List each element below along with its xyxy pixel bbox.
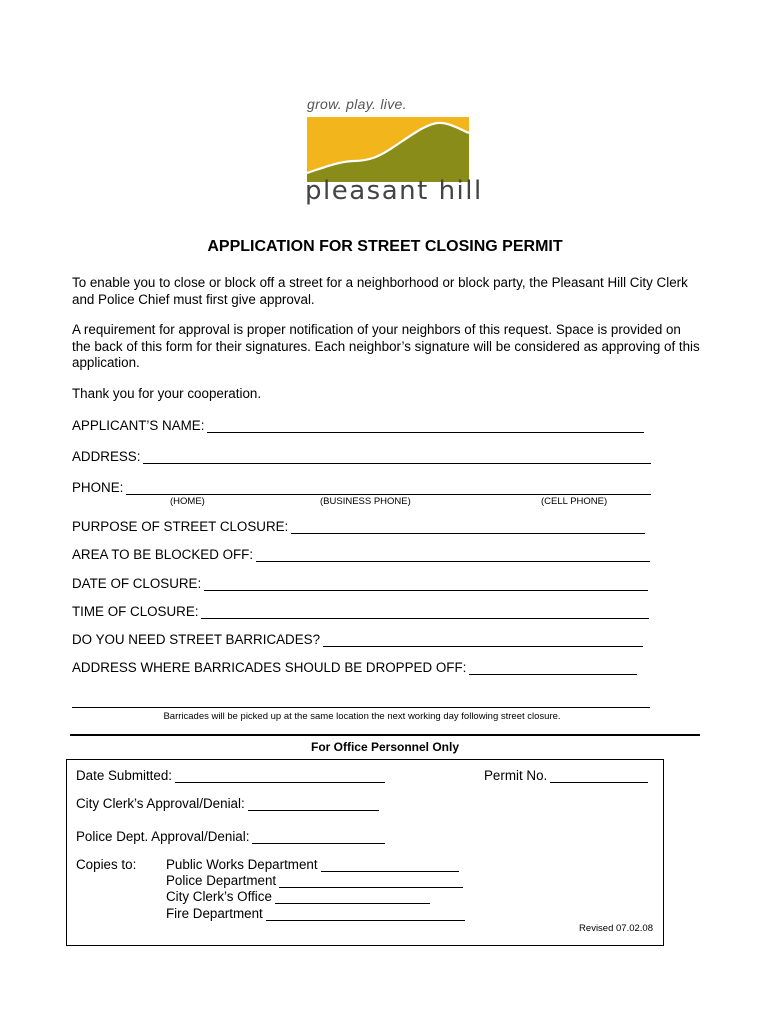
copy-city-clerk <box>166 889 430 904</box>
time-field <box>72 604 649 619</box>
time-line[interactable] <box>201 606 649 619</box>
city-logo <box>305 96 483 210</box>
date-field <box>72 576 648 591</box>
logo-name: pleasant hill <box>305 176 483 206</box>
police-approval-field <box>76 829 385 844</box>
phone-business-label: (BUSINESS PHONE) <box>320 496 411 507</box>
intro-paragraph-1: To enable you to close or block off a street for a neighborhood or block party, the Pleasant Hill City Clerk and Police Chief must first give approval. <box>72 275 688 307</box>
barricade-address-line[interactable] <box>469 662 637 675</box>
date-submitted-label: Date Submitted: <box>76 768 173 783</box>
applicant-name-field <box>72 418 644 433</box>
section-divider <box>70 734 700 736</box>
copy-city-clerk-line[interactable] <box>275 891 430 904</box>
date-submitted-line[interactable] <box>175 770 385 783</box>
address-label: ADDRESS: <box>72 449 141 464</box>
copy-city-clerk-label: City Clerk’s Office <box>166 889 272 904</box>
barricades-label: DO YOU NEED STREET BARRICADES? <box>72 632 321 647</box>
police-approval-line[interactable] <box>252 831 385 844</box>
clerk-approval-field <box>76 796 379 811</box>
copy-police <box>166 873 463 888</box>
copy-public-works-line[interactable] <box>321 859 459 872</box>
barricades-line[interactable] <box>323 634 643 647</box>
phone-cell-label: (CELL PHONE) <box>541 496 608 507</box>
barricade-note: Barricades will be picked up at the same location the next working day following street closure. <box>163 711 561 722</box>
clerk-approval-line[interactable] <box>248 798 379 811</box>
barricade-address-field <box>72 660 637 675</box>
phone-home-label: (HOME) <box>170 496 205 507</box>
area-field <box>72 547 650 562</box>
area-line[interactable] <box>256 549 650 562</box>
intro-paragraph-3: Thank you for your cooperation. <box>72 386 262 401</box>
applicant-name-line[interactable] <box>207 420 644 433</box>
phone-label: PHONE: <box>72 480 124 495</box>
copy-police-line[interactable] <box>279 875 463 888</box>
purpose-field <box>72 519 645 534</box>
permit-number-line[interactable] <box>550 770 648 783</box>
copy-fire-line[interactable] <box>266 908 465 921</box>
copy-fire-label: Fire Department <box>166 906 263 921</box>
date-label: DATE OF CLOSURE: <box>72 576 202 591</box>
intro-paragraph-2: A requirement for approval is proper notification of your neighbors of this request. Space is provided on the back of this form for their signatures. Each neighbor’s signature will be considered as approving of this application. <box>72 322 700 370</box>
phone-line[interactable] <box>126 482 651 495</box>
logo-tagline: grow. play. live. <box>307 96 407 112</box>
barricade-address-line-2[interactable] <box>72 707 650 708</box>
revision-date: Revised 07.02.08 <box>579 923 653 934</box>
police-approval-label: Police Dept. Approval/Denial: <box>76 829 250 844</box>
barricades-field <box>72 632 643 647</box>
copy-public-works <box>166 857 459 872</box>
office-use-box <box>66 759 664 946</box>
applicant-name-label: APPLICANT’S NAME: <box>72 418 205 433</box>
clerk-approval-label: City Clerk’s Approval/Denial: <box>76 796 245 811</box>
area-label: AREA TO BE BLOCKED OFF: <box>72 547 254 562</box>
copy-police-label: Police Department <box>166 873 277 888</box>
permit-number-field <box>484 768 648 783</box>
barricade-address-label: ADDRESS WHERE BARRICADES SHOULD BE DROPPED OFF: <box>72 660 467 675</box>
copies-to-label: Copies to: <box>76 857 137 872</box>
purpose-line[interactable] <box>291 521 645 534</box>
time-label: TIME OF CLOSURE: <box>72 604 199 619</box>
permit-number-label: Permit No. <box>484 768 548 783</box>
phone-field <box>72 480 651 495</box>
copy-fire <box>166 906 465 921</box>
form-title: APPLICATION FOR STREET CLOSING PERMIT <box>207 238 563 255</box>
address-line[interactable] <box>143 451 651 464</box>
date-submitted-field <box>76 768 385 783</box>
copy-public-works-label: Public Works Department <box>166 857 318 872</box>
office-use-heading: For Office Personnel Only <box>310 740 460 754</box>
address-field <box>72 449 651 464</box>
purpose-label: PURPOSE OF STREET CLOSURE: <box>72 519 289 534</box>
date-line[interactable] <box>204 578 648 591</box>
logo-hills-graphic <box>307 117 469 182</box>
